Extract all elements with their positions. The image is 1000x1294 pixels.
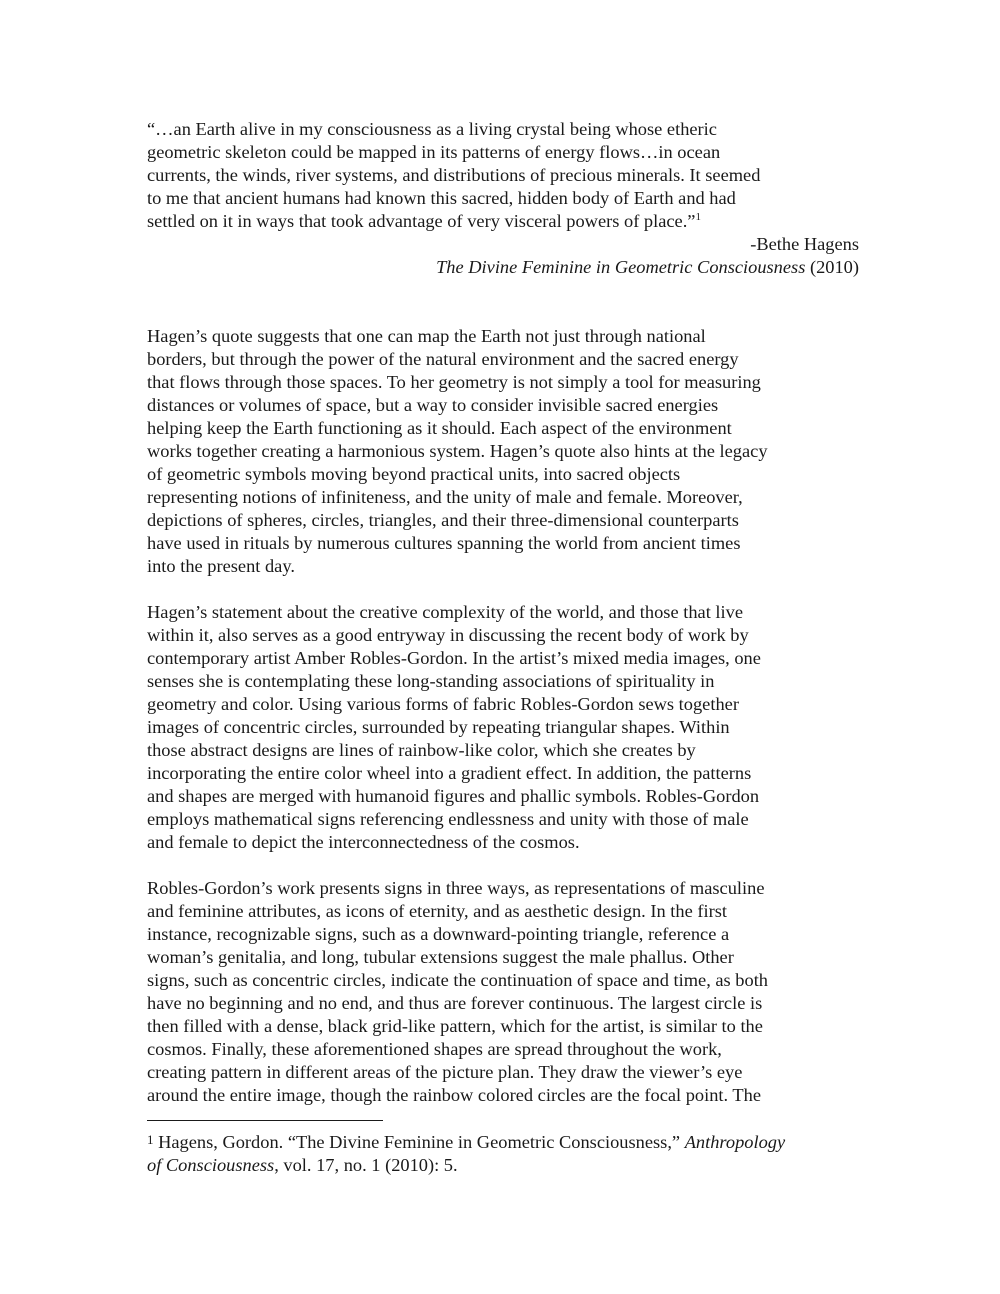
body-paragraph-1 bbox=[147, 325, 859, 578]
paragraph-line: employs mathematical signs referencing endlessness and unity with those of male bbox=[147, 809, 749, 829]
footnote-separator bbox=[147, 1120, 383, 1121]
epigraph-last-line: settled on it in ways that took advantage of very visceral powers of place.” bbox=[147, 211, 696, 231]
epigraph-source-year: (2010) bbox=[805, 257, 859, 277]
footnote-line bbox=[147, 1131, 859, 1154]
epigraph-source-title: The Divine Feminine in Geometric Consciousness bbox=[436, 257, 806, 277]
epigraph bbox=[147, 118, 859, 279]
epigraph-line: to me that ancient humans had known this sacred, hidden body of Earth and had bbox=[147, 188, 736, 208]
paragraph-line: creating pattern in different areas of the picture plan. They draw the viewer’s eye bbox=[147, 1062, 743, 1082]
body-paragraph-3 bbox=[147, 877, 859, 1107]
paragraph-line: then filled with a dense, black grid-like pattern, which for the artist, is similar to the bbox=[147, 1016, 763, 1036]
paragraph-line: and female to depict the interconnectedness of the cosmos. bbox=[147, 832, 580, 852]
footnote-journal: Anthropology bbox=[684, 1132, 786, 1152]
epigraph-line bbox=[147, 210, 859, 233]
footnote-number: 1 bbox=[147, 1132, 154, 1147]
epigraph-line: “…an Earth alive in my consciousness as a living crystal being whose etheric bbox=[147, 119, 717, 139]
footnote-citation: , vol. 17, no. 1 (2010): 5. bbox=[274, 1155, 458, 1175]
paragraph-line: senses she is contemplating these long-standing associations of spirituality in bbox=[147, 671, 715, 691]
paragraph-line: and shapes are merged with humanoid figures and phallic symbols. Robles-Gordon bbox=[147, 786, 760, 806]
epigraph-source bbox=[147, 256, 859, 279]
paragraph-line: have no beginning and no end, and thus are forever continuous. The largest circle is bbox=[147, 993, 763, 1013]
paragraph-line: woman’s genitalia, and long, tubular extensions suggest the male phallus. Other bbox=[147, 947, 734, 967]
footnote-journal: of Consciousness bbox=[147, 1155, 275, 1175]
document-page bbox=[147, 118, 859, 1177]
paragraph-line: distances or volumes of space, but a way to consider invisible sacred energies bbox=[147, 395, 719, 415]
paragraph-line: Robles-Gordon’s work presents signs in three ways, as representations of masculine bbox=[147, 878, 765, 898]
paragraph-line: those abstract designs are lines of rainbow-like color, which she creates by bbox=[147, 740, 696, 760]
paragraph-line: that flows through those spaces. To her geometry is not simply a tool for measuring bbox=[147, 372, 761, 392]
paragraph-line: into the present day. bbox=[147, 556, 295, 576]
paragraph-line: helping keep the Earth functioning as it should. Each aspect of the environment bbox=[147, 418, 732, 438]
paragraph-line: borders, but through the power of the natural environment and the sacred energy bbox=[147, 349, 739, 369]
paragraph-line: contemporary artist Amber Robles-Gordon. In the artist’s mixed media images, one bbox=[147, 648, 761, 668]
paragraph-line: have used in rituals by numerous cultures spanning the world from ancient times bbox=[147, 533, 741, 553]
paragraph-line: Hagen’s quote suggests that one can map the Earth not just through national bbox=[147, 326, 706, 346]
paragraph-line: representing notions of infiniteness, and the unity of male and female. Moreover, bbox=[147, 487, 743, 507]
paragraph-line: works together creating a harmonious system. Hagen’s quote also hints at the legacy bbox=[147, 441, 768, 461]
body-paragraph-2 bbox=[147, 601, 859, 854]
paragraph-line: Hagen’s statement about the creative complexity of the world, and those that live bbox=[147, 602, 743, 622]
footnote-reference[interactable]: 1 bbox=[695, 211, 701, 223]
footnote-text: Hagens, Gordon. “The Divine Feminine in Geometric Consciousness,” bbox=[153, 1132, 685, 1152]
paragraph-line: incorporating the entire color wheel into a gradient effect. In addition, the patterns bbox=[147, 763, 752, 783]
paragraph-line: signs, such as concentric circles, indicate the continuation of space and time, as both bbox=[147, 970, 768, 990]
epigraph-line: currents, the winds, river systems, and distributions of precious minerals. It seemed bbox=[147, 165, 761, 185]
epigraph-attribution: -Bethe Hagens bbox=[750, 234, 859, 254]
paragraph-line: cosmos. Finally, these aforementioned shapes are spread throughout the work, bbox=[147, 1039, 722, 1059]
paragraph-line: within it, also serves as a good entryway in discussing the recent body of work by bbox=[147, 625, 749, 645]
epigraph-line: geometric skeleton could be mapped in its patterns of energy flows…in ocean bbox=[147, 142, 721, 162]
paragraph-line: of geometric symbols moving beyond practical units, into sacred objects bbox=[147, 464, 681, 484]
paragraph-line: images of concentric circles, surrounded by repeating triangular shapes. Within bbox=[147, 717, 730, 737]
paragraph-line: geometry and color. Using various forms of fabric Robles-Gordon sews together bbox=[147, 694, 739, 714]
paragraph-line: around the entire image, though the rainbow colored circles are the focal point. The bbox=[147, 1085, 761, 1105]
paragraph-line: and feminine attributes, as icons of eternity, and as aesthetic design. In the first bbox=[147, 901, 727, 921]
footnote bbox=[147, 1131, 859, 1177]
paragraph-line: instance, recognizable signs, such as a downward-pointing triangle, reference a bbox=[147, 924, 730, 944]
footnote-line bbox=[147, 1154, 859, 1177]
paragraph-line: depictions of spheres, circles, triangles, and their three-dimensional counterparts bbox=[147, 510, 739, 530]
